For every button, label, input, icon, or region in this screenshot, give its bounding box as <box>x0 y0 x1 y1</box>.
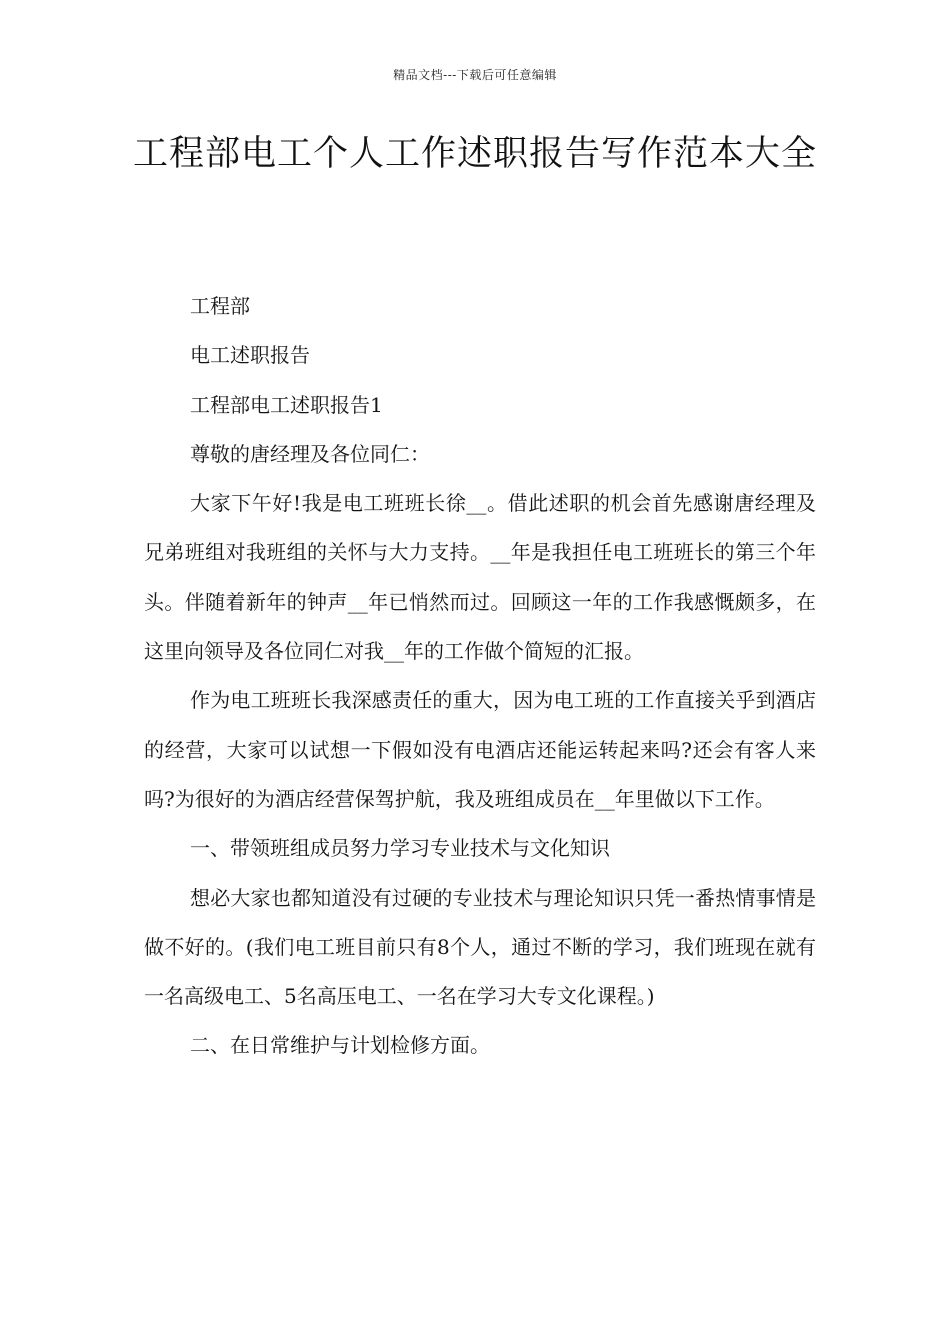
section-heading-2: 二、在日常维护与计划检修方面。 <box>190 1033 490 1058</box>
paragraph-report-heading: 工程部电工述职报告1 <box>190 392 383 417</box>
document-title: 工程部电工个人工作述职报告写作范本大全 <box>132 134 817 174</box>
header-note: 精品文档---下载后可任意编辑 <box>393 68 557 82</box>
paragraph-responsibility: 作为电工班班长我深感责任的重大，因为电工班的工作直接关乎到酒店的经营，大家可以试想一下假如没有电酒店还能运转起来吗?还会有客人来吗?为很好的为酒店经营保驾护航，我及班组成员在__年里做以下工作。 <box>144 688 816 811</box>
paragraph-department: 工程部 <box>190 294 250 318</box>
document-body <box>144 282 816 1071</box>
paragraph-salutation: 尊敬的唐经理及各位同仁： <box>190 441 430 466</box>
paragraph-study: 想必大家也都知道没有过硬的专业技术与理论知识只凭一番热情事情是做不好的。(我们电工班目前只有8个人，通过不断的学习，我们班现在就有一名高级电工、5名高压电工、一名在学习大专文化课程。) <box>144 885 816 1009</box>
paragraph-report-type: 电工述职报告 <box>190 343 310 368</box>
paragraph-intro: 大家下午好!我是电工班班长徐__。借此述职的机会首先感谢唐经理及兄弟班组对我班组的关怀与大力支持。__年是我担任电工班班长的第三个年头。伴随着新年的钟声__年已悄然而过。回顾这一年的工作我感慨颇多，在这里向领导及各位同仁对我__年的工作做个简短的汇报。 <box>144 491 816 664</box>
section-heading-1: 一、带领班组成员努力学习专业技术与文化知识 <box>190 836 610 861</box>
